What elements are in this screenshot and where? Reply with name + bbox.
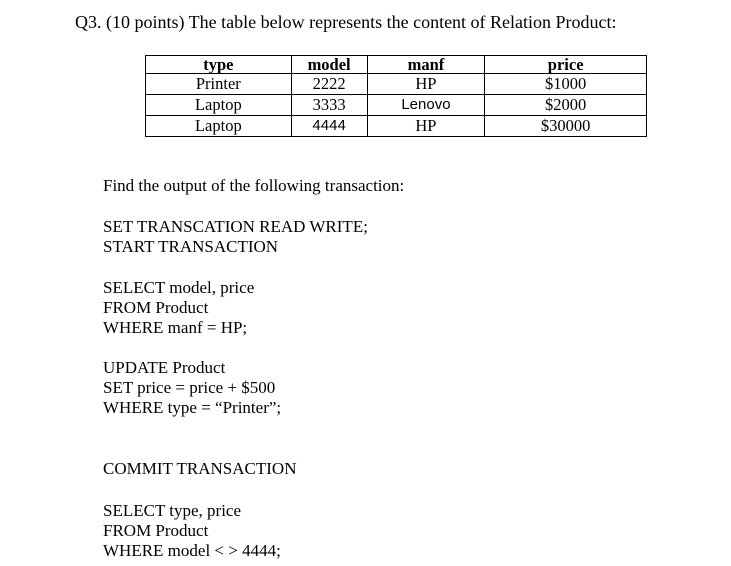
table-row	[146, 95, 647, 116]
table-row	[146, 116, 647, 137]
column-header-type: type	[146, 56, 292, 74]
select-model-price-block	[103, 278, 254, 338]
select-type-price-block	[103, 501, 281, 561]
code-line: WHERE manf = HP;	[103, 318, 248, 337]
product-table	[145, 55, 647, 137]
cell-manf: HP	[367, 74, 485, 95]
cell-type: Laptop	[146, 116, 292, 137]
column-header-price: price	[485, 56, 647, 74]
table-header-row	[146, 56, 647, 74]
code-line: SET price = price + $500	[103, 378, 276, 397]
cell-model: 3333	[291, 95, 367, 116]
column-header-manf: manf	[367, 56, 485, 74]
cell-manf: HP	[367, 116, 485, 137]
cell-manf: Lenovo	[367, 95, 485, 116]
code-line: SELECT model, price	[103, 278, 255, 297]
cell-price: $30000	[485, 116, 647, 137]
commit-line: COMMIT TRANSACTION	[103, 459, 297, 478]
update-product-block	[103, 358, 281, 418]
question-heading: Q3. (10 points) The table below represents the content of Relation Product:	[75, 12, 617, 32]
table-row	[146, 74, 647, 95]
cell-model: 2222	[291, 74, 367, 95]
code-line: FROM Product	[103, 521, 209, 540]
code-line: WHERE model < > 4444;	[103, 541, 281, 560]
transaction-begin-block	[103, 217, 368, 257]
code-line: SELECT type, price	[103, 501, 242, 520]
code-line: START TRANSACTION	[103, 237, 279, 256]
cell-model: 4444	[291, 116, 367, 137]
cell-type: Printer	[146, 74, 292, 95]
column-header-model: model	[291, 56, 367, 74]
instruction-text: Find the output of the following transaction:	[103, 176, 405, 195]
cell-price: $1000	[485, 74, 647, 95]
code-line: FROM Product	[103, 298, 209, 317]
code-line: SET TRANSCATION READ WRITE;	[103, 217, 368, 236]
code-line: UPDATE Product	[103, 358, 226, 377]
cell-type: Laptop	[146, 95, 292, 116]
cell-price: $2000	[485, 95, 647, 116]
code-line: WHERE type = “Printer”;	[103, 398, 282, 417]
